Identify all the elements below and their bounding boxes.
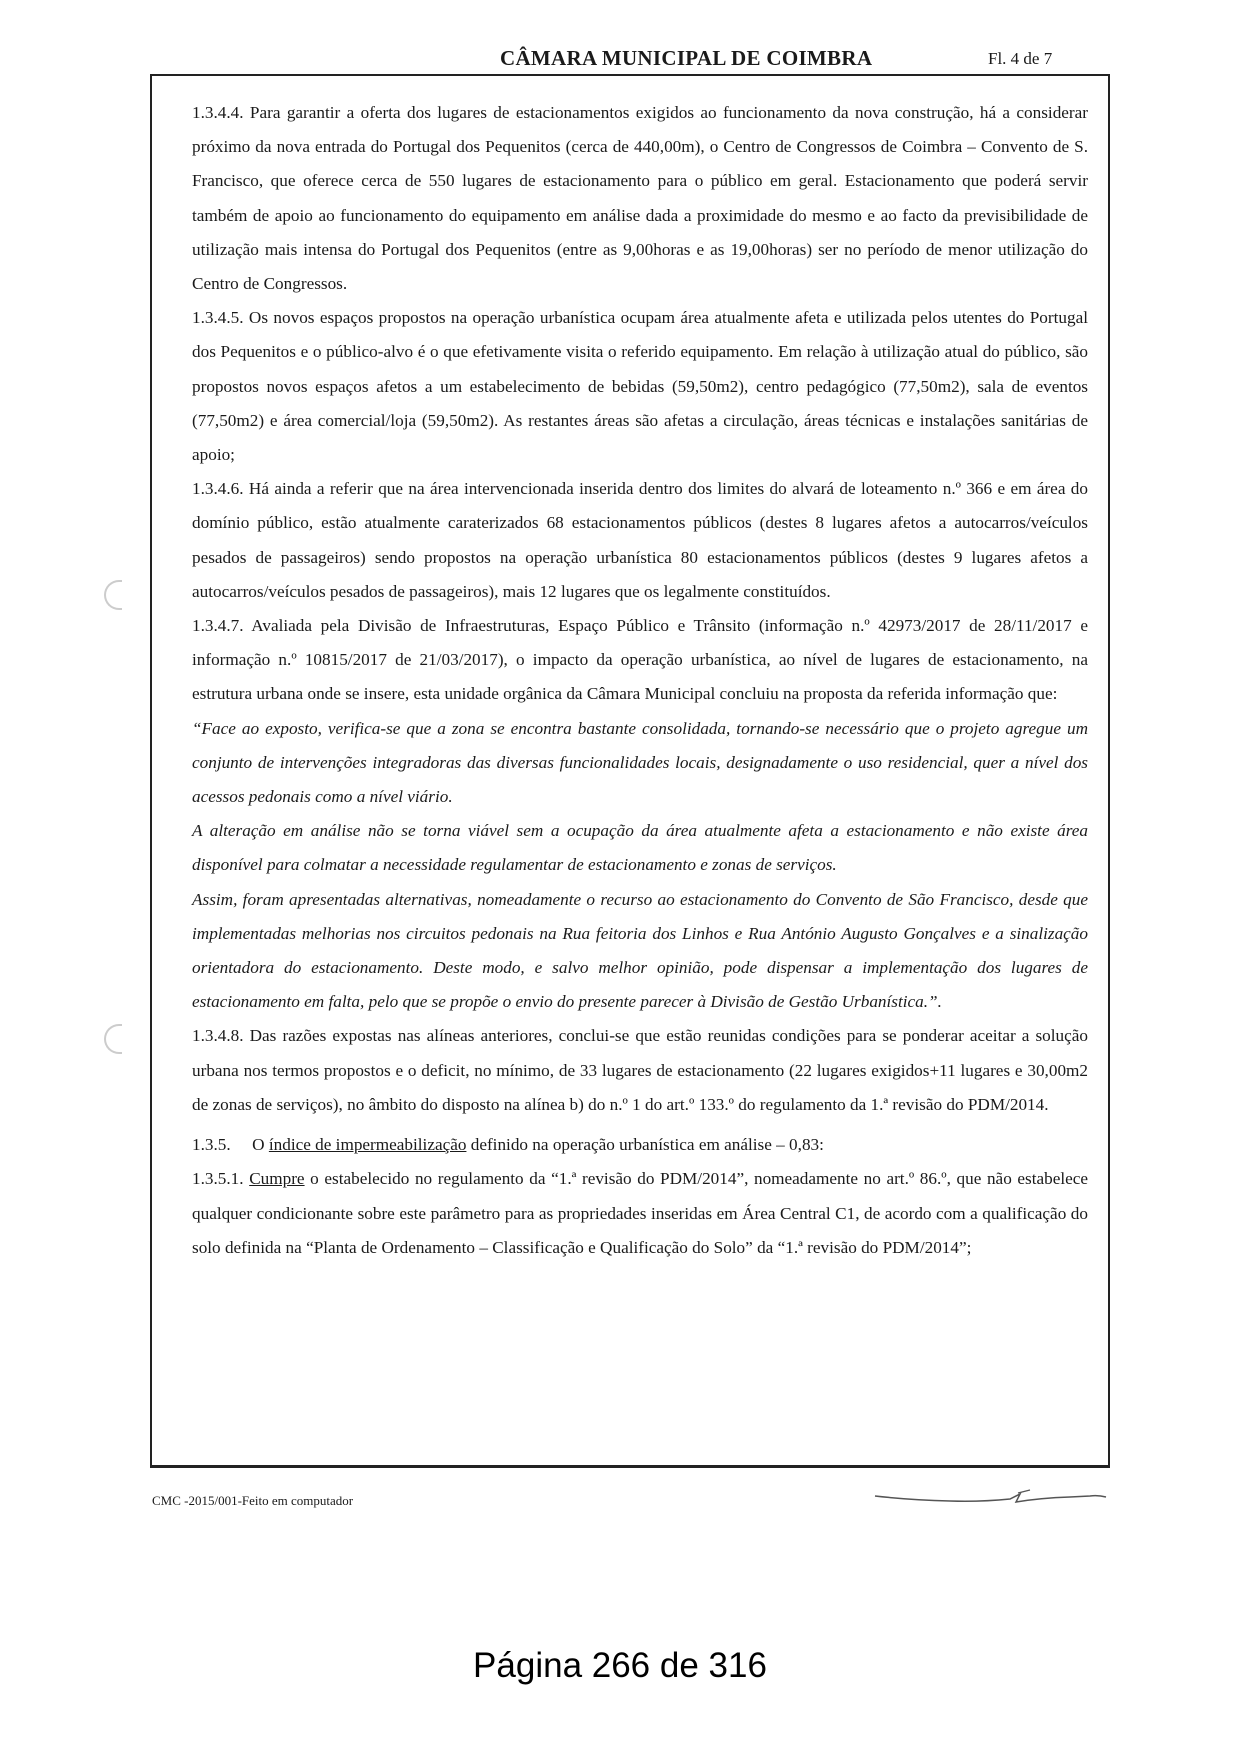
paragraph-1-3-4-5: 1.3.4.5. Os novos espaços propostos na operação urbanística ocupam área atualmente afeta e utilizada pelos utentes do Portugal dos Pequenitos e o público-alvo é o que efetivamente visita o referido equipamento. Em relação à utilização atual do público, são propostos novos espaços afetos a um estabelecimento de bebidas (59,50m2), centro pedagógico (77,50m2), sala de eventos (77,50m2) e área comercial/loja (59,50m2). As restantes áreas são afetas a circulação, áreas técnicas e instalações sanitárias de apoio; (192, 308, 1088, 465)
paragraph-1-3-5-1 (192, 1162, 1088, 1265)
header-title: CÂMARA MUNICIPAL DE COIMBRA (500, 46, 873, 70)
paragraph-1-3-5-1-rest: o estabelecido no regulamento da “1.ª revisão do PDM/2014”, nomeadamente no art.º 86.º, que não estabelece qualquer condicionante sobre este parâmetro para as propriedades inseridas em Área Central C1, de acordo com a qualificação do solo definida na “Planta de Ordenamento – Classificação e Qualificação do Solo” da “1.ª revisão do PDM/2014”; (192, 1169, 1089, 1257)
folio-number: Fl. 4 de 7 (988, 49, 1053, 68)
punch-hole-mark (104, 580, 122, 610)
document-frame (150, 74, 1110, 1468)
paragraph-1-3-5 (192, 1128, 1088, 1162)
paragraph-1-3-5-1-lead: 1.3.5.1. (192, 1169, 250, 1189)
quote-paragraph-2: A alteração em análise não se torna viável sem a ocupação da área atualmente afeta a estacionamento e não existe área disponível para colmatar a necessidade regulamentar de estacionamento e zonas de serviços. (192, 821, 1088, 875)
paragraph-1-3-4-8: 1.3.4.8. Das razões expostas nas alíneas anteriores, conclui-se que estão reunidas condições para se ponderar aceitar a solução urbana nos termos propostos e o deficit, no mínimo, de 33 lugares de estacionamento (22 lugares exigidos+11 lugares e 30,00m2 de zonas de serviços), no âmbito do disposto na alínea b) do n.º 1 do art.º 133.º do regulamento da 1.ª revisão do PDM/2014. (192, 1026, 1088, 1114)
page-number: Página 266 de 316 (473, 1646, 767, 1685)
paragraph-1-3-5-lead: 1.3.5. O (192, 1135, 269, 1155)
footer-code: CMC -2015/001-Feito em computador (152, 1493, 354, 1508)
paragraph-1-3-4-6: 1.3.4.6. Há ainda a referir que na área intervencionada inserida dentro dos limites do alvará de loteamento n.º 366 e em área do domínio público, estão atualmente caraterizados 68 estacionamentos públicos (destes 8 lugares afetos a autocarros/veículos pesados de passageiros) sendo propostos na operação urbanística 80 estacionamentos públicos (destes 9 lugares afetos a autocarros/veículos pesados de passageiros), mais 12 lugares que os legalmente constituídos. (192, 479, 1088, 601)
quote-paragraph-3: Assim, foram apresentadas alternativas, nomeadamente o recurso ao estacionamento do Convento de São Francisco, desde que implementadas melhorias nos circuitos pedonais na Rua feitoria dos Linhos e Rua António Augusto Gonçalves e a sinalização orientadora do estacionamento. Deste modo, e salvo melhor opinião, pode dispensar a implementação dos lugares de estacionamento em falta, pelo que se propõe o envio do presente parecer à Divisão de Gestão Urbanística.”. (192, 889, 1088, 1012)
quote-paragraph-1: “Face ao exposto, verifica-se que a zona se encontra bastante consolidada, tornando-se necessário que o projeto agregue um conjunto de intervenções integradoras das diversas funcionalidades locais, designadamente o uso residencial, quer a nível dos acessos pedonais como a nível viário. (192, 718, 1088, 807)
punch-hole-mark (104, 1024, 122, 1054)
cumpre-term: Cumpre (249, 1169, 305, 1189)
paragraph-1-3-4-4: 1.3.4.4. Para garantir a oferta dos lugares de estacionamentos exigidos ao funcionamento da nova construção, há a considerar próximo da nova entrada do Portugal dos Pequenitos (cerca de 440,00m), o Centro de Congressos de Coimbra – Convento de S. Francisco, que oferece cerca de 550 lugares de estacionamento para o público em geral. Estacionamento que poderá servir também de apoio ao funcionamento do equipamento em análise dada a proximidade do mesmo e ao facto da previsibilidade de utilização mais intensa do Portugal dos Pequenitos (entre as 9,00horas e as 19,00horas) ser no período de menor utilização do Centro de Congressos. (192, 103, 1088, 294)
document-body (192, 96, 1088, 1265)
impermeabilization-index-term: índice de impermeabilização (268, 1135, 467, 1155)
paragraph-1-3-5-rest: definido na operação urbanística em análise – 0,83: (466, 1135, 824, 1155)
paragraph-1-3-4-7: 1.3.4.7. Avaliada pela Divisão de Infraestruturas, Espaço Público e Trânsito (informação n.º 42973/2017 de 28/11/2017 e informação n.º 10815/2017 de 21/03/2017), o impacto da operação urbanística, ao nível de lugares de estacionamento, na estrutura urbana onde se insere, esta unidade orgânica da Câmara Municipal concluiu na proposta da referida informação que: (192, 616, 1088, 704)
signature (870, 1482, 1110, 1517)
